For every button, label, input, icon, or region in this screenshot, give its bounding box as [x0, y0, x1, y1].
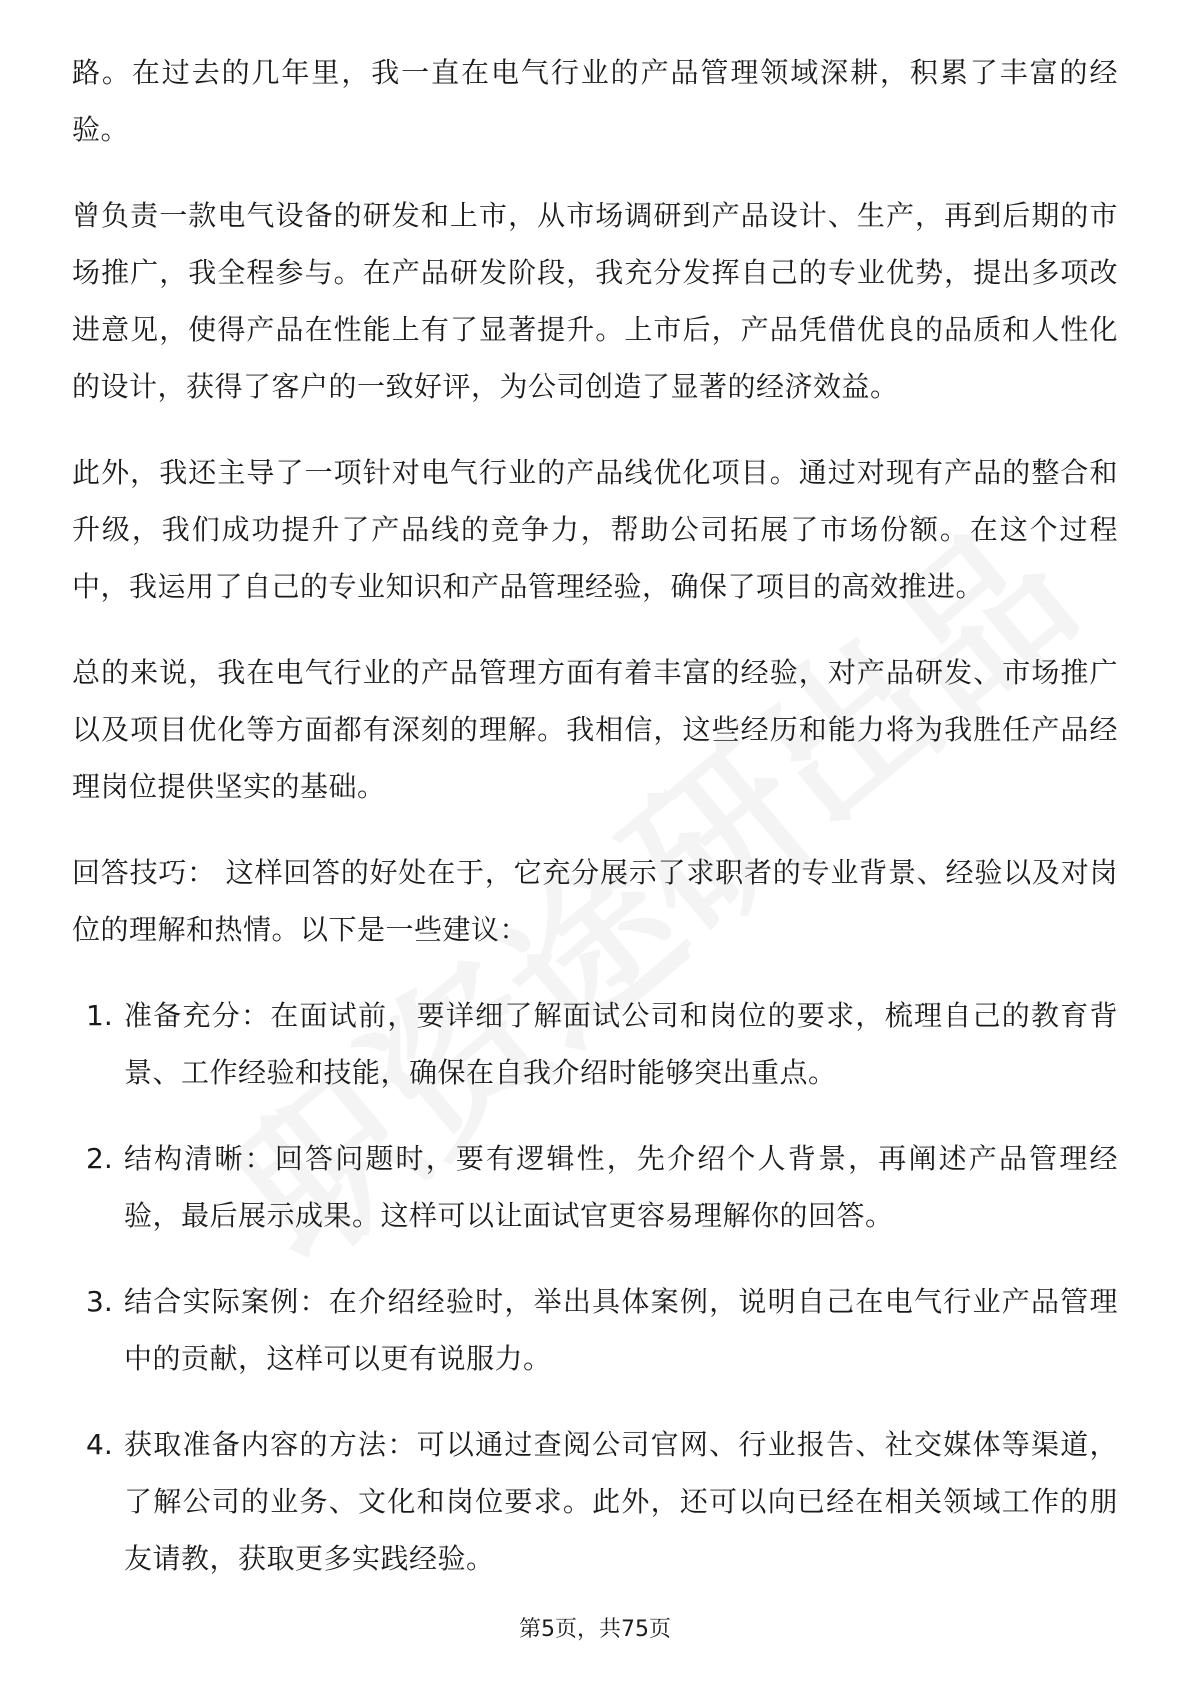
- list-item: [72, 1416, 1118, 1587]
- list-item: [72, 1130, 1118, 1244]
- paragraph-summary: 总的来说，我在电气行业的产品管理方面有着丰富的经验，对产品研发、市场推广以及项目优化等方面都有深刻的理解。我相信，这些经历和能力将为我胜任产品经理岗位提供坚实的基础。: [72, 656, 1118, 803]
- paragraph-product-launch: 曾负责一款电气设备的研发和上市，从市场调研到产品设计、生产，再到后期的市场推广，我全程参与。在产品研发阶段，我充分发挥自己的专业优势，提出多项改进意见，使得产品在性能上有了显著提升。上市后，产品凭借优良的品质和人性化的设计，获得了客户的一致好评，为公司创造了显著的经济效益。: [72, 199, 1118, 403]
- paragraph-product-line: 此外，我还主导了一项针对电气行业的产品线优化项目。通过对现有产品的整合和升级，我们成功提升了产品线的竞争力，帮助公司拓展了市场份额。在这个过程中，我运用了自己的专业知识和产品管理经验，确保了项目的高效推进。: [72, 456, 1118, 603]
- list-text: 获取准备内容的方法：可以通过查阅公司官网、行业报告、社交媒体等渠道，了解公司的业务、文化和岗位要求。此外，还可以向已经在相关领域工作的朋友请教，获取更多实践经验。: [124, 1428, 1118, 1575]
- tips-list: [72, 987, 1118, 1587]
- list-number: 3.: [86, 1285, 113, 1318]
- list-number: 2.: [86, 1142, 113, 1175]
- paragraph-intro-end: 路。在过去的几年里，我一直在电气行业的产品管理领域深耕，积累了丰富的经验。: [72, 56, 1118, 146]
- document-body: [72, 44, 1118, 1616]
- paragraph-answer-tips: 回答技巧： 这样回答的好处在于，它充分展示了求职者的专业背景、经验以及对岗位的理解和热情。以下是一些建议：: [72, 856, 1118, 946]
- list-number: 1.: [86, 999, 113, 1032]
- list-item: [72, 1273, 1118, 1387]
- list-number: 4.: [86, 1428, 113, 1461]
- list-text: 结合实际案例：在介绍经验时，举出具体案例，说明自己在电气行业产品管理中的贡献，这样可以更有说服力。: [124, 1285, 1118, 1375]
- page-footer: 第5页，共75页: [519, 1617, 671, 1642]
- list-text: 准备充分：在面试前，要详细了解面试公司和岗位的要求，梳理自己的教育背景、工作经验和技能，确保在自我介绍时能够突出重点。: [124, 999, 1118, 1089]
- list-item: [72, 987, 1118, 1101]
- list-text: 结构清晰：回答问题时，要有逻辑性，先介绍个人背景，再阐述产品管理经验，最后展示成果。这样可以让面试官更容易理解你的回答。: [124, 1142, 1118, 1232]
